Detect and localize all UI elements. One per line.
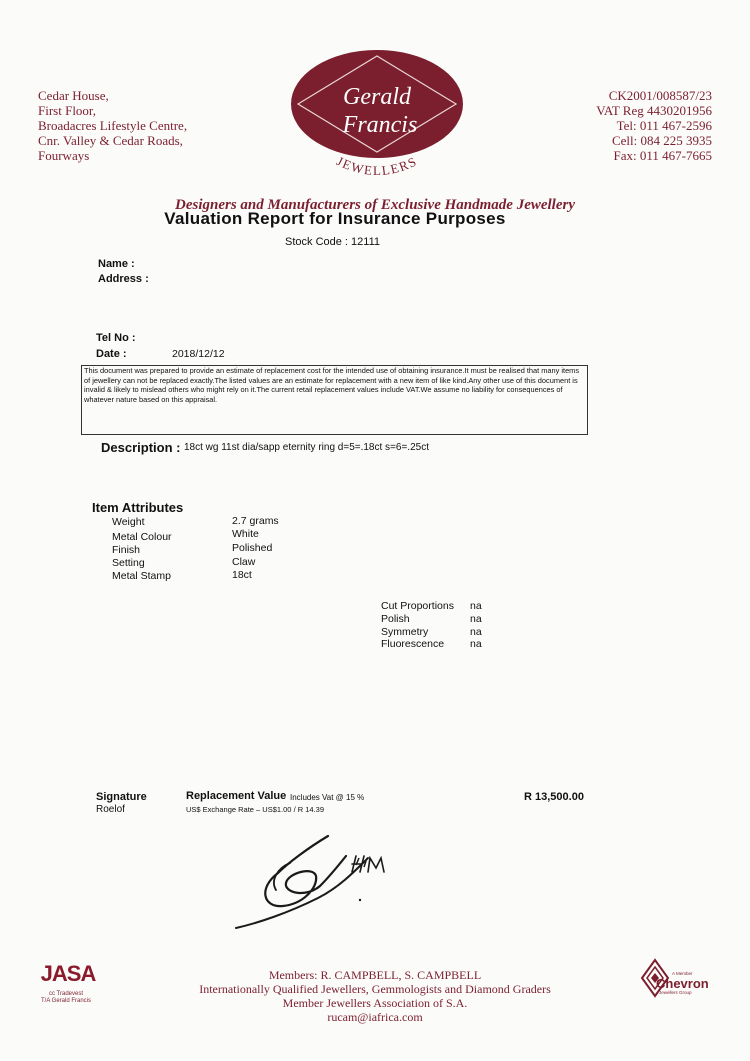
- vat-note: Includes Vat @ 15 %: [290, 793, 365, 802]
- stone-value-polish: na: [470, 613, 482, 625]
- date-value: 2018/12/12: [172, 348, 225, 360]
- address-line: Fourways: [38, 148, 90, 163]
- address-line: Cedar House,: [38, 88, 109, 103]
- exchange-rate: US$ Exchange Rate – US$1.00 / R 14.39: [186, 805, 325, 814]
- address-line: Broadacres Lifestyle Centre,: [38, 118, 188, 133]
- disclaimer-text: This document was prepared to provide an estimate of replacement cost for the intended use of obtaining insurance.It must be realised that many items of jewellery can not be replaced exactly.The listed values are an estimate for replacement with a new item of like kind.Any other use of this document is invalid & likely to mislead others who might rely on it.The current retail replacement values include VAT.We assume no liability for consequences of whatever nature based on this appraisal.: [84, 366, 580, 404]
- company-address: [38, 88, 187, 163]
- chevron-logo-text: Chevron: [656, 976, 709, 991]
- description-value: 18ct wg 11st dia/sapp eternity ring d=5=.18ct s=6=.25ct: [184, 442, 429, 453]
- footer-line: Member Jewellers Association of S.A.: [282, 996, 468, 1010]
- handwritten-signature: [228, 828, 418, 938]
- gerald-francis-logo: [288, 46, 466, 186]
- logo-line1: Gerald: [343, 84, 411, 110]
- chevron-subtitle: Jewellers Group: [659, 990, 692, 995]
- address-line: Cnr. Valley & Cedar Roads,: [38, 133, 183, 148]
- report-title: Valuation Report for Insurance Purposes: [164, 209, 506, 228]
- stone-label-cut-proportions: Cut Proportions: [381, 600, 454, 612]
- jasa-sub-line: T/A Gerald Francis: [40, 998, 91, 1004]
- stone-value-cut-proportions: na: [470, 600, 482, 612]
- stone-label-fluorescence: Fluorescence: [381, 638, 445, 650]
- company-contact: [596, 88, 712, 163]
- telephone: Tel: 011 467-2596: [616, 118, 712, 133]
- tel-label: Tel No :: [96, 332, 136, 344]
- jasa-subtitle: [26, 991, 106, 1005]
- attr-label-finish: Finish: [112, 544, 141, 556]
- description-label: Description :: [101, 440, 181, 455]
- jasa-sub-line: cc Tradevest: [48, 991, 83, 997]
- attr-label-weight: Weight: [112, 516, 145, 528]
- signatory-name: Roelof: [96, 804, 125, 815]
- footer-email: rucam@iafrica.com: [327, 1010, 423, 1024]
- stone-value-symmetry: na: [470, 626, 482, 638]
- attr-label-metal-colour: Metal Colour: [112, 531, 172, 543]
- jasa-logo-text: JASA: [40, 961, 96, 986]
- replacement-amount: R 13,500.00: [524, 791, 584, 803]
- date-label: Date :: [96, 348, 127, 360]
- attr-label-metal-stamp: Metal Stamp: [112, 570, 171, 582]
- stone-label-polish: Polish: [381, 613, 410, 625]
- address-line: First Floor,: [38, 103, 96, 118]
- attr-value-metal-stamp: 18ct: [232, 569, 252, 581]
- footer-members: [150, 968, 600, 1024]
- logo-arc-text: JEWELLERS: [334, 153, 420, 179]
- chevron-member-text: A Member: [672, 971, 693, 976]
- attr-value-finish: Polished: [232, 542, 273, 554]
- signature-label: Signature: [96, 791, 147, 803]
- attr-value-metal-colour: White: [232, 528, 259, 540]
- footer-line: Internationally Qualified Jewellers, Gemmologists and Diamond Graders: [199, 982, 551, 996]
- company-tagline: Designers and Manufacturers of Exclusive Handmade Jewellery: [175, 197, 575, 213]
- replacement-value-label: Replacement Value: [186, 790, 287, 802]
- stock-code: Stock Code : 12111: [285, 236, 380, 248]
- attr-label-setting: Setting: [112, 557, 145, 569]
- logo-line2: Francis: [342, 112, 418, 138]
- name-label: Name :: [98, 258, 135, 270]
- address-label: Address :: [98, 273, 149, 285]
- registration-number: CK2001/008587/23: [608, 88, 712, 103]
- cellphone: Cell: 084 225 3935: [611, 133, 712, 148]
- disclaimer-box: [81, 365, 588, 435]
- attr-value-setting: Claw: [232, 556, 256, 568]
- vat-number: VAT Reg 4430201956: [596, 103, 712, 118]
- stone-label-symmetry: Symmetry: [381, 626, 429, 638]
- jasa-logo: [40, 958, 96, 986]
- footer-line: Members: R. CAMPBELL, S. CAMPBELL: [268, 968, 482, 982]
- attr-value-weight: 2.7 grams: [232, 515, 279, 527]
- item-attributes-heading: Item Attributes: [92, 500, 184, 515]
- stone-value-fluorescence: na: [470, 638, 482, 650]
- fax: Fax: 011 467-7665: [613, 148, 712, 163]
